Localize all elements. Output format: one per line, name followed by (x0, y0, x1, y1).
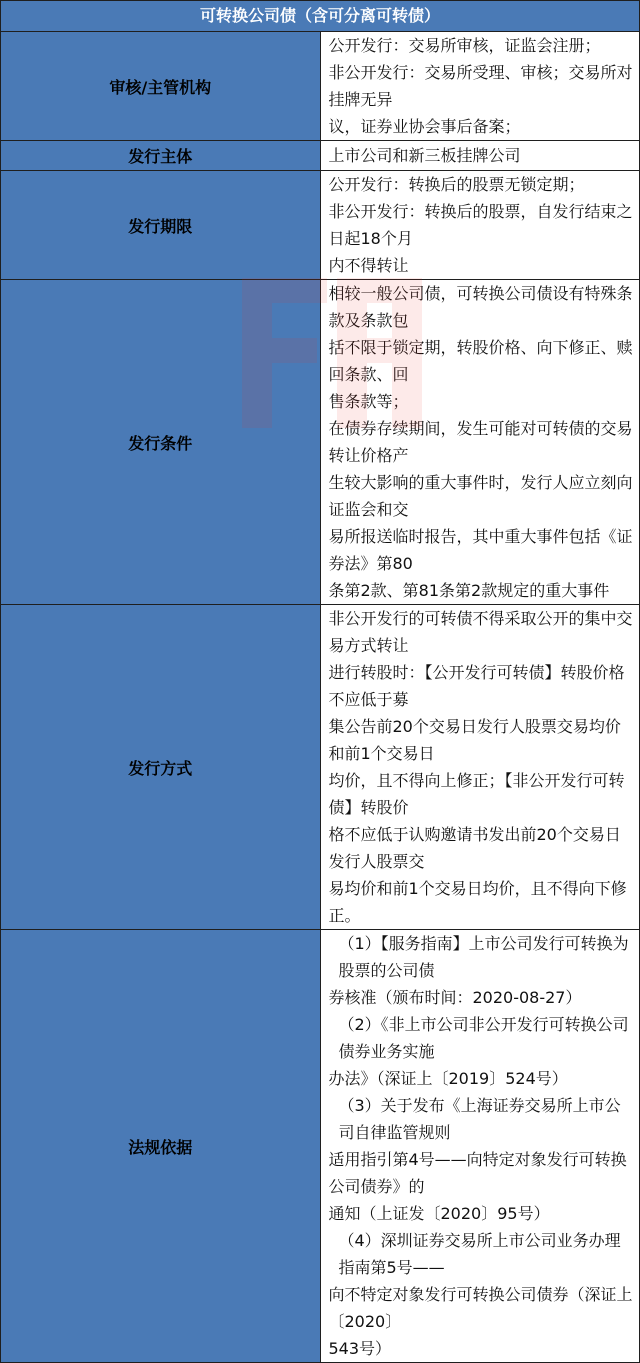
row-label: 法规依据 (1, 930, 321, 1363)
row-content (320, 605, 640, 930)
row-label: 审核/主管机构 (1, 32, 321, 141)
content-line: 券核准（颁布时间：2020-08-27） (328, 988, 582, 1007)
content-line: 543号） (328, 1339, 392, 1358)
content-line: 公开发行：转换后的股票无锁定期； (328, 175, 585, 194)
content-line: 相较一般公司债，可转换公司债设有特殊条款及条款包 (328, 284, 633, 330)
row-label: 发行期限 (1, 171, 321, 280)
table-row (1, 171, 640, 280)
content-line: 括不限于锁定期，转股价格、向下修正、赎回条款、回 (328, 338, 633, 384)
content-line: 易均价和前1个交易日均价，且不得向下修正。 (328, 879, 627, 925)
content-line: 条第2款、第81条第2款规定的重大事件 (328, 581, 610, 600)
table-row (1, 605, 640, 930)
content-line: （3）关于发布《上海证券交易所上市公司自律监管规则 (338, 1096, 621, 1142)
table-row (1, 141, 640, 171)
content-line: 内不得转让 (328, 256, 409, 275)
content-line: 进行转股时：【公开发行可转债】转股价格不应低于募 (328, 663, 625, 709)
content-line: （2）《非上市公司非公开发行可转换公司债券业务实施 (338, 1015, 629, 1061)
content-line: 集公告前20个交易日发行人股票交易均价和前1个交易日 (328, 717, 621, 763)
table-row (1, 280, 640, 605)
content-line: 向不特定对象发行可转换公司债券（深证上〔2020〕 (328, 1285, 633, 1331)
row-label: 发行主体 (1, 141, 321, 171)
content-line: 均价，且不得向上修正；【非公开发行可转债】转股价 (328, 771, 625, 817)
content-line: 公开发行：交易所审核，证监会注册； (328, 36, 601, 55)
content-line: 适用指引第4号——向特定对象发行可转换公司债券》的 (328, 1150, 627, 1196)
content-line: 在债券存续期间，发生可能对可转债的交易转让价格产 (328, 419, 633, 465)
row-content (320, 930, 640, 1363)
content-line: （1）【服务指南】上市公司发行可转换为股票的公司债 (338, 934, 629, 980)
table-row (1, 930, 640, 1363)
content-line: （4）深圳证券交易所上市公司业务办理指南第5号—— (338, 1231, 621, 1277)
row-content (320, 32, 640, 141)
content-line: 格不应低于认购邀请书发出前20个交易日发行人股票交 (328, 825, 621, 871)
row-content (320, 141, 640, 171)
content-line: 议，证券业协会事后备案； (328, 117, 521, 136)
content-line: 通知（上证发〔2020〕95号） (328, 1204, 550, 1223)
table-row (1, 32, 640, 141)
row-content (320, 171, 640, 280)
row-label: 发行条件 (1, 280, 321, 605)
content-line: 非公开发行：转换后的股票，自发行结束之日起18个月 (328, 202, 633, 248)
table-title: 可转换公司债（含可分离可转债） (1, 1, 640, 32)
row-label: 发行方式 (1, 605, 321, 930)
content-line: 非公开发行：交易所受理、审核；交易所对挂牌无异 (328, 63, 633, 109)
content-line: 上市公司和新三板挂牌公司 (328, 146, 521, 165)
content-line: 生较大影响的重大事件时，发行人应立刻向证监会和交 (328, 473, 633, 519)
content-line: 易所报送临时报告，其中重大事件包括《证券法》第80 (328, 527, 633, 573)
content-line: 售条款等； (328, 392, 409, 411)
title-row (1, 1, 640, 32)
row-content (320, 280, 640, 605)
content-line: 非公开发行的可转债不得采取公开的集中交易方式转让 (328, 609, 633, 655)
content-line: 办法》（深证上〔2019〕524号） (328, 1069, 568, 1088)
